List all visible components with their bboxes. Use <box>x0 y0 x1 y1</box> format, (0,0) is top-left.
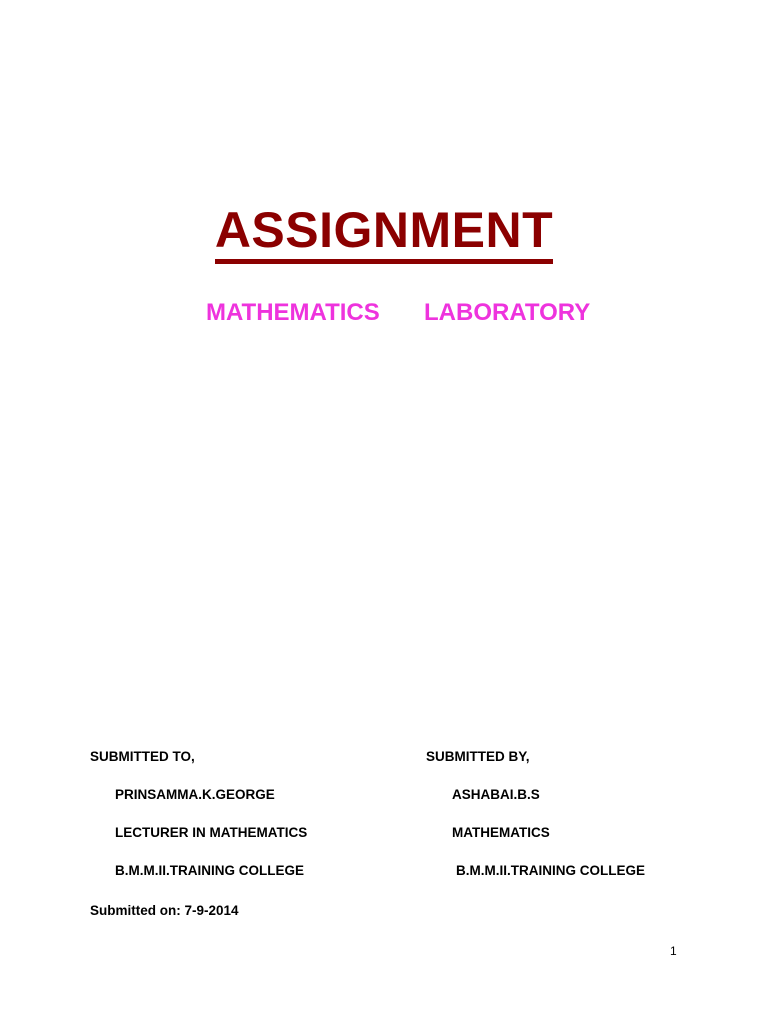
submitted-to-designation: LECTURER IN MATHEMATICS <box>115 825 308 840</box>
submitted-by-heading: SUBMITTED BY, <box>426 749 530 764</box>
subtitle-laboratory: LABORATORY <box>424 299 591 326</box>
submitted-to-heading: SUBMITTED TO, <box>90 749 195 764</box>
document-title-text: ASSIGNMENT <box>215 202 553 264</box>
submitted-to-name: PRINSAMMA.K.GEORGE <box>115 787 275 802</box>
submitted-by-name: ASHABAI.B.S <box>452 787 540 802</box>
subtitle-mathematics: MATHEMATICS <box>206 299 380 326</box>
submitted-by-designation: MATHEMATICS <box>452 825 550 840</box>
submitted-by-institution: B.M.M.II.TRAINING COLLEGE <box>456 863 645 878</box>
submitted-on-date: Submitted on: 7-9-2014 <box>90 903 239 918</box>
document-title <box>0 200 768 264</box>
submitted-to-institution: B.M.M.II.TRAINING COLLEGE <box>115 863 304 878</box>
page-number: 1 <box>670 944 677 958</box>
